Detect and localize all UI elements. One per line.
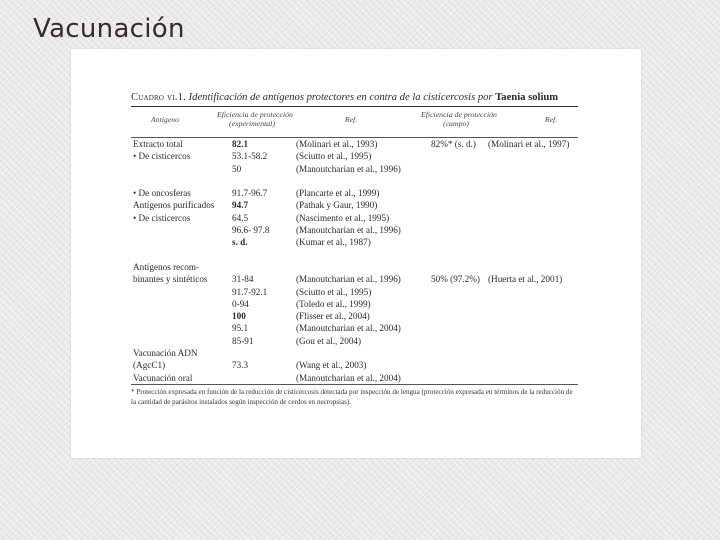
- cell-field-efficiency: 50% (97.2%): [431, 274, 480, 285]
- cell-antigen: Vacunación oral: [133, 372, 193, 383]
- cell-reference: (Manoutcharian et al., 1996): [296, 163, 401, 174]
- header-ref1: Ref.: [344, 115, 358, 124]
- table-row: [131, 298, 578, 310]
- cell-antigen: • De cisticercos: [133, 212, 191, 223]
- table-row: [131, 224, 578, 236]
- cell-reference: (Flisser et al., 2004): [296, 311, 370, 322]
- cell-antigen: Extracto total: [133, 139, 183, 149]
- caption-species: Taenia solium: [495, 92, 559, 103]
- cell-reference: (Molinari et al., 1993): [296, 139, 378, 149]
- caption-label: Cuadro vi.1.: [131, 92, 186, 103]
- cell-exp-efficiency: 64.5: [232, 212, 249, 223]
- cell-antigen: • De cisticercos: [133, 151, 191, 162]
- table-row: [131, 261, 578, 273]
- cell-exp-efficiency: 73.3: [232, 360, 249, 371]
- table-row: [131, 187, 578, 199]
- header-ref2: Ref.: [544, 115, 558, 124]
- cell-exp-efficiency: 96.6- 97.8: [232, 225, 270, 236]
- table-row: [131, 199, 578, 211]
- cell-exp-efficiency: 94.7: [232, 200, 249, 211]
- table-row: [131, 138, 578, 150]
- cell-reference: (Sciutto et al., 1995): [296, 151, 372, 162]
- cell-exp-efficiency: 95.1: [232, 323, 249, 334]
- cell-antigen: Antígenos purificados: [133, 200, 215, 211]
- cell-reference: (Nascimento et al., 1995): [296, 212, 390, 223]
- cell-reference: (Wang et al., 2003): [296, 360, 367, 371]
- table-row: [131, 163, 578, 175]
- table-image-panel: [71, 49, 641, 458]
- cell-exp-efficiency: s. d.: [232, 237, 248, 248]
- cell-reference: (Sciutto et al., 1995): [296, 286, 372, 297]
- cell-field-reference: (Molinari et al., 1997): [488, 139, 570, 149]
- cell-exp-efficiency: 31-84: [232, 274, 254, 285]
- table-body: [131, 138, 578, 384]
- cell-field-reference: (Huerta et al., 2001): [488, 274, 563, 285]
- cell-exp-efficiency: 82.1: [232, 139, 249, 149]
- cell-exp-efficiency: 100: [232, 311, 246, 322]
- table-row: [131, 372, 578, 384]
- table-caption: [131, 91, 578, 106]
- table-row: [131, 322, 578, 334]
- table-row: [131, 359, 578, 371]
- cell-reference: (Manoutcharian et al., 1996): [296, 225, 401, 236]
- cell-reference: (Manoutcharian et al., 2004): [296, 323, 401, 334]
- cell-reference: (Toledo et al., 1999): [296, 298, 371, 309]
- table-row: [131, 249, 578, 261]
- cell-antigen: (AgcC1): [133, 360, 166, 371]
- table-row: [131, 273, 578, 285]
- header-eff-exp: Eficiencia de protección (experimental): [217, 110, 293, 128]
- cell-antigen: binantes y sintéticos: [133, 274, 208, 285]
- cell-reference: (Manoutcharian et al., 2004): [296, 372, 401, 383]
- cell-exp-efficiency: 85-91: [232, 335, 254, 346]
- table-row: [131, 286, 578, 298]
- table-row: [131, 150, 578, 162]
- table-row: [131, 175, 578, 187]
- cell-reference: (Plancarte et al., 1999): [296, 188, 380, 199]
- cell-reference: (Kumar et al., 1987): [296, 237, 371, 248]
- cell-exp-efficiency: 91.7-92.1: [232, 286, 268, 297]
- cell-antigen: Vacunación ADN: [133, 348, 198, 359]
- table-row: [131, 236, 578, 248]
- cell-reference: (Manoutcharian et al., 1996): [296, 274, 401, 285]
- header-eff-field: Eficiencia de protección (campo): [421, 110, 497, 128]
- table-row: [131, 347, 578, 359]
- header-antigen: Antígeno: [150, 115, 180, 124]
- cell-reference: (Pathak y Gaur, 1990): [296, 200, 378, 211]
- table-row: [131, 212, 578, 224]
- cell-exp-efficiency: 50: [232, 163, 242, 174]
- table-header: [131, 107, 578, 137]
- table-row: [131, 310, 578, 322]
- cell-exp-efficiency: 53.1-58.2: [232, 151, 268, 162]
- caption-text: Identificación de antígenos protectores en contra de la cisticercosis por: [188, 92, 493, 103]
- table-footnote: * Protección expresada en función de la reducción de cisticercosis detectada por inspección de lengua (protección expresada en términos de la reducción de la cantidad de parásitos instalados según inspección de cerdos en necropsias).: [131, 387, 573, 406]
- slide-title: Vacunación: [33, 14, 185, 44]
- cell-reference: (Gou et al., 2004): [296, 335, 362, 346]
- cell-exp-efficiency: 0-94: [232, 298, 249, 309]
- table-row: [131, 335, 578, 347]
- cell-exp-efficiency: 91.7-96.7: [232, 188, 268, 199]
- cell-antigen: • De oncosferas: [133, 188, 191, 199]
- table-document: [131, 91, 578, 407]
- cell-antigen: Antígenos recom-: [133, 261, 200, 272]
- cell-field-efficiency: 82%* (s. d.): [431, 139, 476, 149]
